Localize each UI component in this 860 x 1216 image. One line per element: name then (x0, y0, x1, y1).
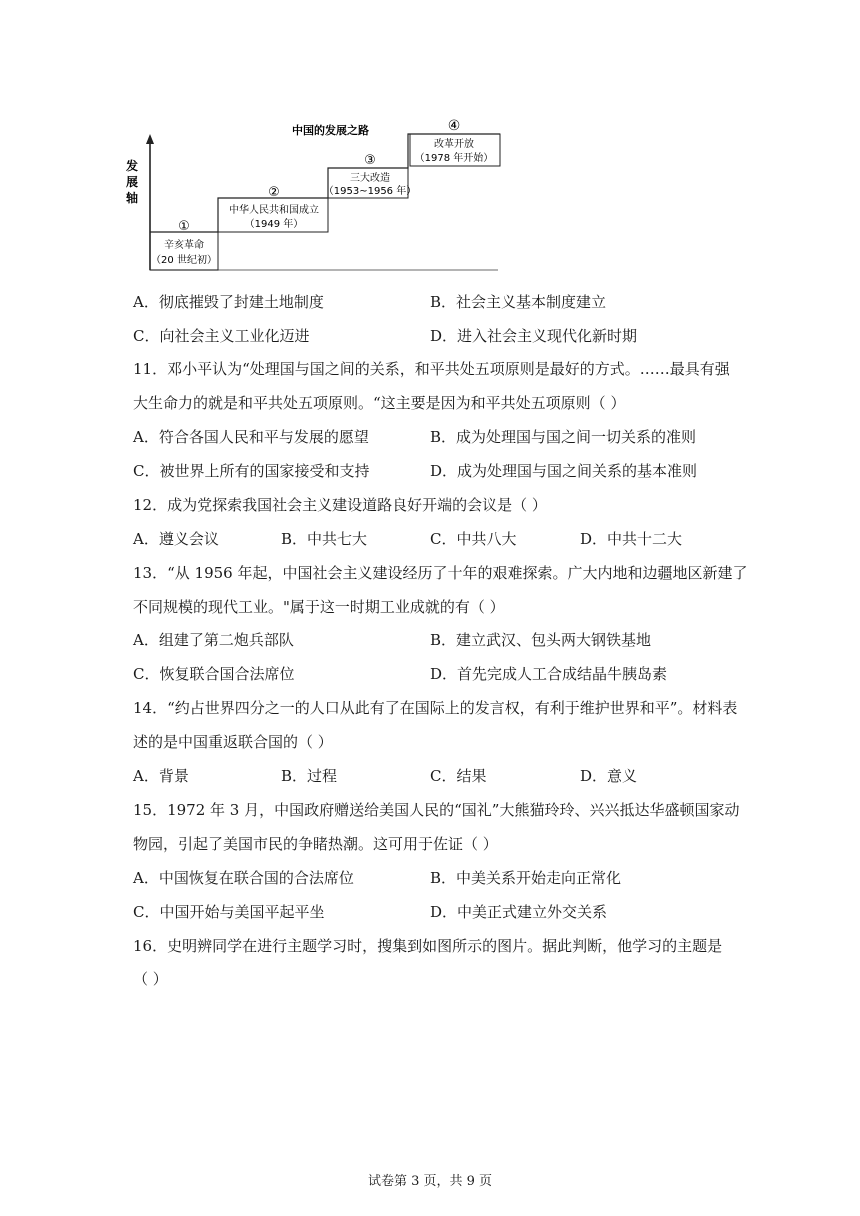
step-1-number: ① (178, 219, 190, 234)
q14-stem-line1: 14．“约占世界四分之一的人口从此有了在国际上的发言权，有利于维护世界和平”。材料表 (133, 699, 738, 717)
q14-option-b: B．过程 (281, 767, 338, 785)
step-4-label: 改革开放 (434, 139, 474, 150)
q10-option-d: D．进入社会主义现代化新时期 (430, 327, 638, 345)
step-4-date: （1978 年开始） (414, 153, 494, 164)
q11-option-d: D．成为处理国与国之间关系的基本准则 (430, 462, 698, 480)
q14-stem-line2: 述的是中国重返联合国的（ ） (133, 733, 333, 751)
q15-option-a: A．中国恢复在联合国的合法席位 (133, 869, 354, 887)
q11-option-a: A．符合各国人民和平与发展的愿望 (133, 428, 369, 446)
diagram-title: 中国的发展之路 (292, 124, 369, 137)
y-axis-arrow-icon (146, 134, 154, 144)
yaxis-label-2: 展 (126, 175, 139, 189)
q14-option-a: A．背景 (133, 767, 189, 785)
step-2-label: 中华人民共和国成立 (229, 205, 319, 216)
q10-option-c: C．向社会主义工业化迈进 (133, 327, 310, 345)
q11-stem-line2: 大生命力的就是和平共处五项原则。“这主要是因为和平共处五项原则（ ） (133, 394, 626, 412)
q15-option-c: C．中国开始与美国平起平坐 (133, 903, 325, 921)
q13-option-a: A．组建了第二炮兵部队 (133, 631, 294, 649)
q14-option-d: D．意义 (580, 767, 638, 785)
q10-option-a: A．彻底摧毁了封建土地制度 (133, 293, 324, 311)
q12-option-d: D．中共十二大 (580, 530, 683, 548)
step-4-number: ④ (447, 118, 461, 134)
step-1-date: （20 世纪初） (151, 255, 217, 266)
q13-option-c: C．恢复联合国合法席位 (133, 665, 295, 683)
step-2-number: ② (268, 185, 280, 200)
q16-stem-line2: （ ） (133, 970, 168, 988)
q15-stem-line1: 15．1972 年 3 月，中国政府赠送给美国人民的“国礼”大熊猫玲玲、兴兴抵达华盛顿国家动 (133, 801, 740, 819)
step-2-date: （1949 年） (244, 219, 304, 230)
q13-option-b: B．建立武汉、包头两大钢铁基地 (430, 631, 652, 649)
yaxis-label-1: 发 (126, 159, 139, 173)
step-1-label: 辛亥革命 (164, 240, 204, 251)
q15-option-b: B．中美关系开始走向正常化 (430, 869, 622, 887)
step-3-label: 三大改造 (350, 173, 390, 184)
q12-option-c: C．中共八大 (430, 530, 517, 548)
q15-stem-line2: 物园，引起了美国市民的争睹热潮。这可用于佐证（ ） (133, 835, 498, 853)
development-path-diagram (118, 108, 518, 280)
q15-option-d: D．中美正式建立外交关系 (430, 903, 608, 921)
q12-stem: 12．成为党探索我国社会主义建设道路良好开端的会议是（ ） (133, 496, 547, 514)
q11-option-c: C．被世界上所有的国家接受和支持 (133, 462, 370, 480)
q16-stem-line1: 16．史明辨同学在进行主题学习时，搜集到如图所示的图片。据此判断，他学习的主题是 (133, 937, 723, 955)
page-footer: 试卷第 3 页，共 9 页 (367, 1174, 493, 1189)
step-3-date: （1953~1956 年） (323, 186, 417, 197)
q12-option-a: A．遵义会议 (133, 530, 219, 548)
q11-stem-line1: 11．邓小平认为“处理国与国之间的关系，和平共处五项原则是最好的方式。……最具有强 (133, 360, 730, 378)
yaxis-label-3: 轴 (126, 191, 139, 205)
q13-stem-line2: 不同规模的现代工业。"属于这一时期工业成就的有（ ） (133, 598, 505, 616)
q13-option-d: D．首先完成人工合成结晶牛胰岛素 (430, 665, 668, 683)
q13-stem-line1: 13．“从 1956 年起，中国社会主义建设经历了十年的艰难探索。广大内地和边疆地区新建了 (133, 564, 748, 582)
q14-option-c: C．结果 (430, 767, 487, 785)
step-3-number: ③ (364, 153, 376, 168)
q10-option-b: B．社会主义基本制度建立 (430, 293, 607, 311)
q12-option-b: B．中共七大 (281, 530, 368, 548)
q11-option-b: B．成为处理国与国之间一切关系的准则 (430, 428, 697, 446)
